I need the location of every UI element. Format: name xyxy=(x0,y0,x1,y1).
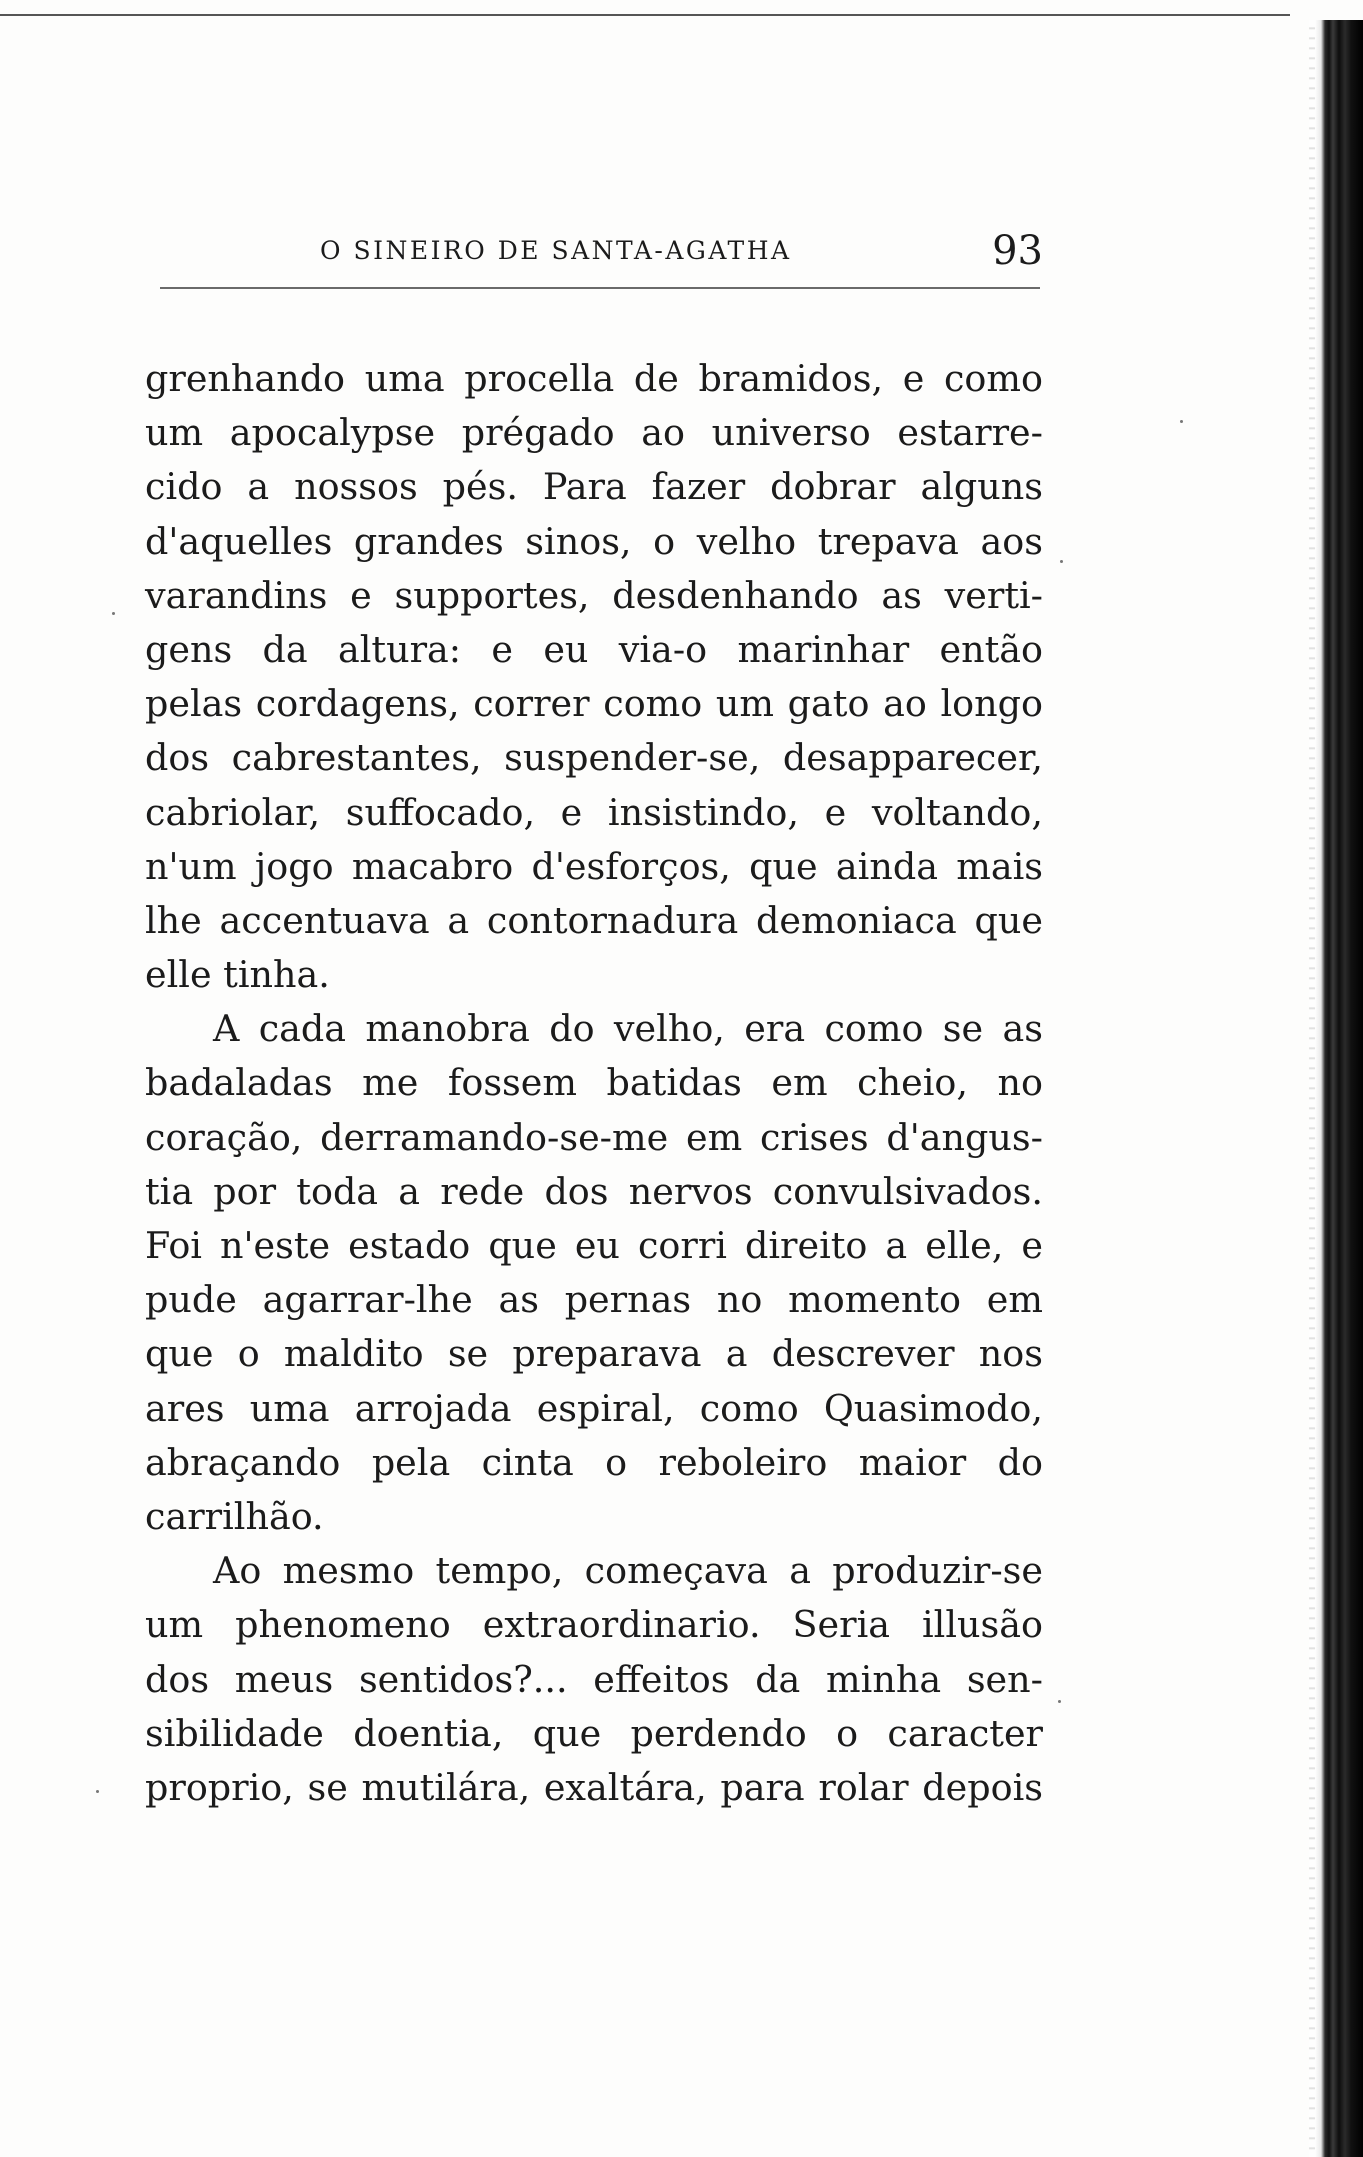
text-line: abraçando pela cinta o reboleiro maior do xyxy=(145,1440,1043,1484)
text-line: pude agarrar-lhe as pernas no momento em xyxy=(145,1278,1043,1322)
paper-speck xyxy=(112,612,115,615)
body-text xyxy=(145,352,1043,1815)
scan-top-edge xyxy=(0,14,1290,16)
text-line: sibilidade doentia, que perdendo o caracter xyxy=(145,1711,1043,1755)
running-title: O SINEIRO DE SANTA-AGATHA xyxy=(320,236,792,265)
paragraph-end-line: elle tinha. xyxy=(145,953,330,997)
text-line: lhe accentuava a contornadura demoniaca que xyxy=(145,898,1043,942)
text-line: coração, derramando-se-me em crises d'angus- xyxy=(145,1115,1043,1159)
page-number: 93 xyxy=(992,228,1043,274)
running-head xyxy=(145,228,1043,274)
text-line: gens da altura: e eu via-o marinhar então xyxy=(145,627,1043,671)
text-line: grenhando uma procella de bramidos, e como xyxy=(145,357,1043,400)
text-line: que o maldito se preparava a descrever nos xyxy=(145,1332,1043,1376)
text-line: um apocalypse prégado ao universo estarre- xyxy=(145,411,1043,455)
text-line: Foi n'este estado que eu corri direito a elle, e xyxy=(145,1224,1043,1267)
text-line: n'um jogo macabro d'esforços, que ainda mais xyxy=(145,844,1043,888)
book-spine-shadow xyxy=(1315,20,1363,2157)
paragraph-start-line: A cada manobra do velho, era como se as xyxy=(213,1007,1043,1051)
text-line: tia por toda a rede dos nervos convulsivados. xyxy=(145,1169,1043,1213)
text-line: d'aquelles grandes sinos, o velho trepava aos xyxy=(145,519,1043,563)
text-line: cabriolar, suffocado, e insistindo, e voltando, xyxy=(145,790,1043,834)
paper-speck xyxy=(1060,560,1063,563)
text-line: proprio, se mutilára, exaltára, para rolar depois xyxy=(145,1765,1043,1809)
paper-speck xyxy=(1180,420,1183,423)
text-line: varandins e supportes, desdenhando as verti- xyxy=(145,573,1043,617)
text-line: ares uma arrojada espiral, como Quasimodo, xyxy=(145,1386,1043,1430)
paragraph-end-line: carrilhão. xyxy=(145,1494,324,1538)
text-line: dos meus sentidos?... effeitos da minha sen- xyxy=(145,1657,1043,1701)
text-line: cido a nossos pés. Para fazer dobrar alguns xyxy=(145,465,1043,509)
paper-speck xyxy=(1058,1700,1061,1703)
paper-speck xyxy=(96,1790,99,1793)
text-line: pelas cordagens, correr como um gato ao longo xyxy=(145,682,1043,726)
text-line: um phenomeno extraordinario. Seria illusão xyxy=(145,1603,1043,1647)
text-line: badaladas me fossem batidas em cheio, no xyxy=(145,1061,1043,1105)
header-rule xyxy=(160,287,1040,289)
paragraph-start-line: Ao mesmo tempo, começava a produzir-se xyxy=(213,1549,1043,1593)
text-line: dos cabrestantes, suspender-se, desapparecer, xyxy=(145,736,1043,780)
